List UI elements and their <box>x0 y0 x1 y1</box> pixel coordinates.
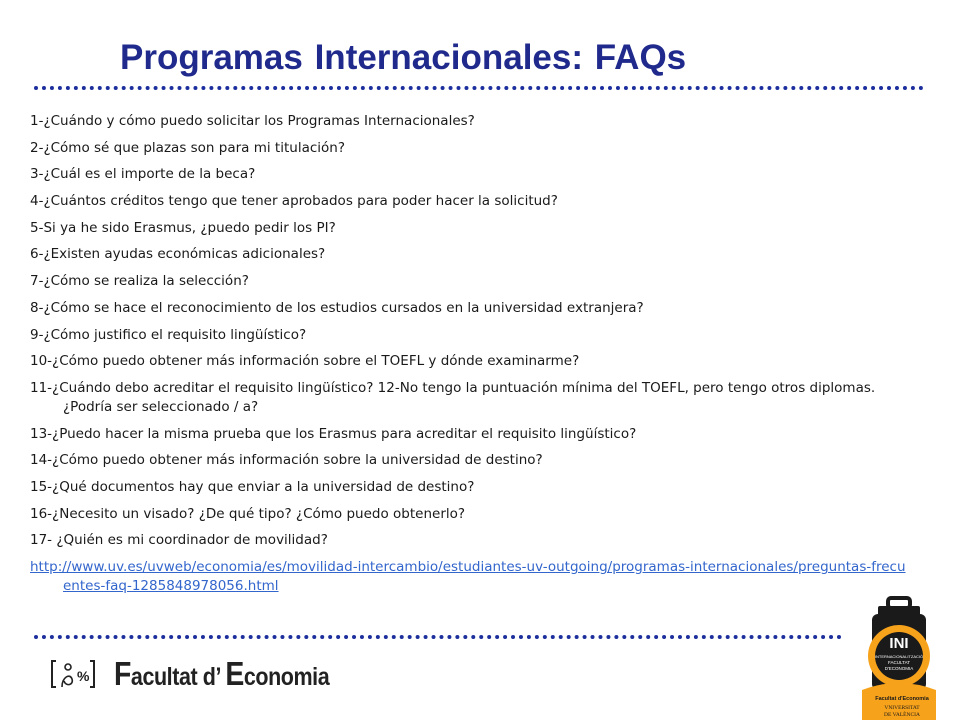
faq-item: 10-¿Cómo puedo obtener más información sobre el TOEFL y dónde examinarme? <box>30 353 580 370</box>
faq-item: 8-¿Cómo se hace el reconocimiento de los estudios cursados en la universidad extranjera? <box>30 299 644 316</box>
faq-item: 6-¿Existen ayudas económicas adicionales? <box>30 246 326 263</box>
faculty-name-part: conomia <box>243 663 330 691</box>
faq-link-item <box>30 558 910 596</box>
title-divider <box>34 86 924 90</box>
footer-divider <box>34 635 842 639</box>
faq-item: 17- ¿Quién es mi coordinador de movilidad? <box>30 532 328 549</box>
faq-item: 4-¿Cuántos créditos tengo que tener aprobados para poder hacer la solicitud? <box>30 193 558 210</box>
faculty-name-part: acultat d’ <box>130 663 226 691</box>
faq-page-link[interactable]: http://www.uv.es/uvweb/economia/es/movilidad-intercambio/estudiantes-uv-outgoing/programas-internacionales/preguntas-frecuentes-faq-1285848978056.html <box>30 559 906 594</box>
svg-text:%: % <box>77 668 90 684</box>
faq-item: 14-¿Cómo puedo obtener más información sobre la universidad de destino? <box>30 452 543 469</box>
faq-item: 13-¿Puedo hacer la misma prueba que los Erasmus para acreditar el requisito lingüístico? <box>30 425 637 442</box>
faq-list <box>30 112 910 596</box>
faq-item: 3-¿Cuál es el importe de la beca? <box>30 166 256 183</box>
badge-brand1: Facultat d'Economia <box>875 696 929 702</box>
faculty-initial-f: F <box>114 655 131 692</box>
badge-line2: FACULTAT <box>887 660 911 665</box>
badge-logo-text: INI <box>889 635 909 652</box>
faq-item: 9-¿Cómo justifico el requisito lingüístico? <box>30 326 307 343</box>
faq-item: 7-¿Cómo se realiza la selección? <box>30 273 249 290</box>
faq-item: 16-¿Necesito un visado? ¿De qué tipo? ¿Cómo puedo obtenerlo? <box>30 505 466 522</box>
faq-item: 5-Si ya he sido Erasmus, ¿puedo pedir los PI? <box>30 219 336 236</box>
faculty-logo <box>50 656 364 692</box>
badge-brand3: DE VALÈNCIA <box>883 712 921 718</box>
faq-item: 11-¿Cuándo debo acreditar el requisito lingüístico? 12-No tengo la puntuación mínima del TOEFL, pero tengo otros diplomas. ¿Podría ser seleccionado / a? <box>30 379 880 415</box>
faculty-emblem-icon <box>50 657 96 691</box>
slide-title: Programas Internacionales: FAQs <box>120 38 687 77</box>
faq-item: 2-¿Cómo sé que plazas son para mi titulación? <box>30 139 346 156</box>
suitcase-badge-icon <box>848 592 950 720</box>
faculty-initial-e: E <box>225 655 244 692</box>
badge-line3: D'ECONOMIA <box>884 666 914 671</box>
faculty-name <box>114 655 329 693</box>
faq-item: 1-¿Cuándo y cómo puedo solicitar los Programas Internacionales? <box>30 113 475 129</box>
badge-line1: INTERNACIONALITZACIÓ <box>874 654 924 659</box>
badge-brand2: VNIVERSITAT <box>884 705 920 711</box>
faq-item: 15-¿Qué documentos hay que enviar a la universidad de destino? <box>30 478 475 495</box>
